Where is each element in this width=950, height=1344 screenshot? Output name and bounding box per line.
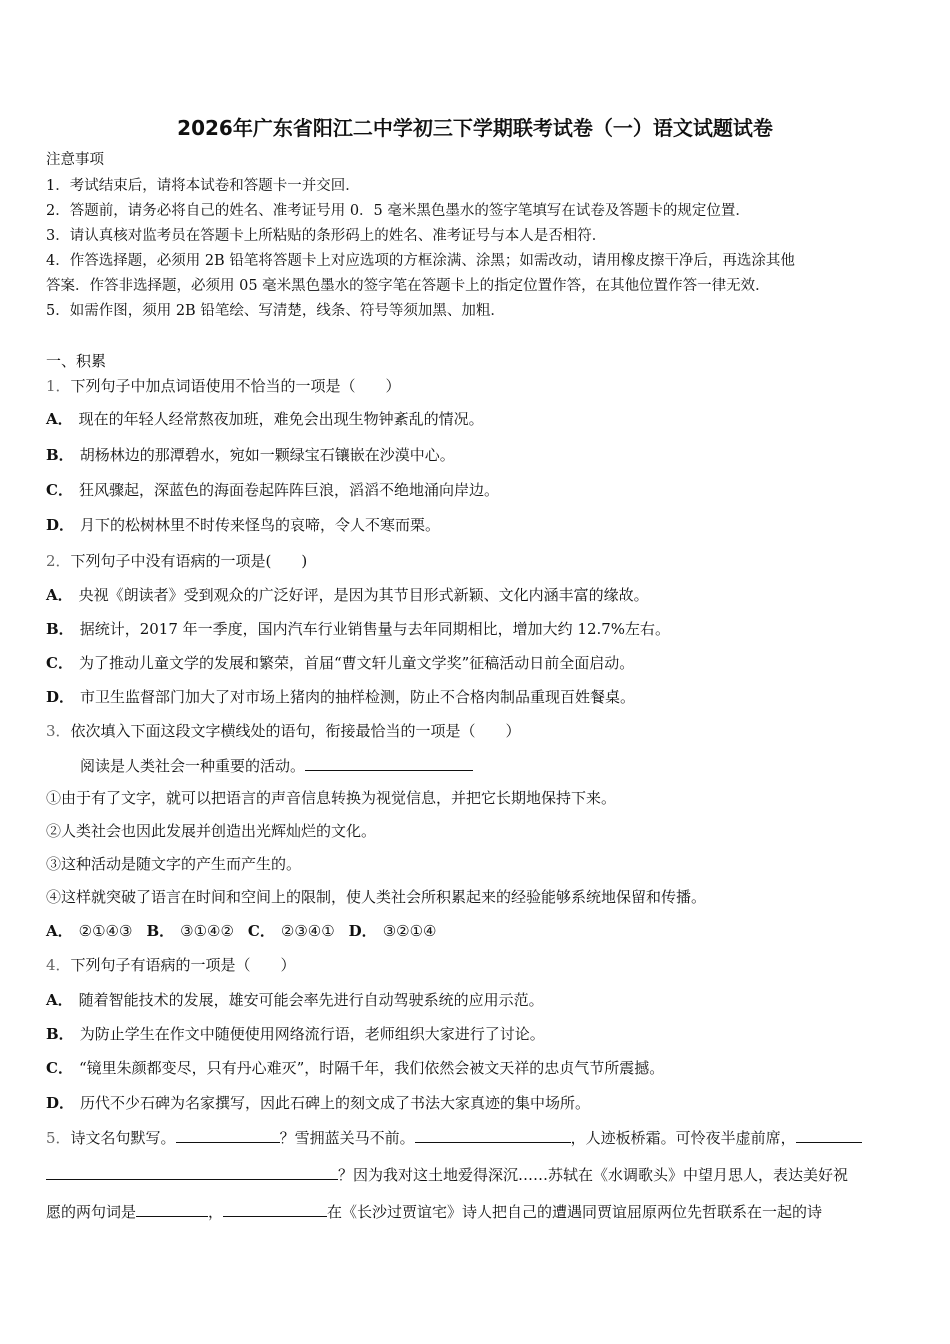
notice-item: 2．答题前，请务必将自己的姓名、准考证号用 0．5 毫米黑色墨水的签字笔填写在试卷及答题卡的规定位置． [46,203,750,219]
fill-blank [176,1127,280,1143]
option-label: D． [46,1094,75,1112]
option-text: ②①④③ [78,922,133,940]
question-number: 5． [46,1129,71,1147]
question-2 [46,551,307,571]
option-label: A． [46,991,73,1009]
q2-option-b [46,619,670,639]
q4-option-d [46,1093,590,1113]
passage-text: 阅读是人类社会一种重要的活动。 [80,757,306,775]
notice-item: 5．如需作图，须用 2B 铅笔绘、写清楚，线条、符号等须加黑、加粗． [46,303,505,319]
fill-blank [136,1201,208,1217]
q3-sentence: ②人类社会也因此发展并创造出光辉灿烂的文化。 [46,822,377,840]
option-label: B． [46,620,74,638]
q1-option-d [46,515,440,535]
option-text: 为了推动儿童文学的发展和繁荣，首届“曹文轩儿童文学奖”征稿活动日前全面启动。 [78,654,635,672]
question-number: 1． [46,377,71,395]
option-label: B． [46,1025,74,1043]
fill-blank [796,1127,862,1143]
option-label: B． [46,446,74,464]
q2-option-c [46,653,634,673]
option-text: ②③④① [280,922,335,940]
section-heading: 一、积累 [46,352,107,370]
option-label: C． [247,922,275,940]
option-text: 央视《朗读者》受到观众的广泛好评，是因为其节目形式新颖、文化内涵丰富的缘故。 [78,586,649,604]
option-text: 狂风骤起，深蓝色的海面卷起阵阵巨浪，滔滔不绝地涌向岸边。 [78,481,499,499]
option-label: C． [46,1059,73,1077]
q5-line-2 [46,1164,848,1185]
option-text: ③②①④ [382,922,437,940]
option-label: C． [46,654,73,672]
question-number: 3． [46,722,71,740]
question-number: 4． [46,956,71,974]
option-label: C． [46,481,73,499]
line-text: ，人迹板桥霜。可怜夜半虚前席， [570,1129,796,1147]
q2-option-a [46,585,649,605]
option-text: “镜里朱颜都变尽，只有丹心难灭”，时隔千年，我们依然会被文天祥的忠贞气节所震撼。 [78,1059,665,1077]
q3-sentence: ①由于有了文字，就可以把语言的声音信息转换为视觉信息，并把它长期地保持下来。 [46,789,617,807]
fill-blank [305,755,473,771]
fill-blank [46,1164,338,1180]
q3-choices [46,921,436,941]
option-label: D． [46,688,75,706]
line-text: 愿的两句词是 [46,1203,137,1221]
notice-heading: 注意事项 [46,152,104,168]
option-label: D． [348,922,377,940]
q1-option-a [46,409,484,429]
option-label: B． [146,922,175,940]
q3-sentence: ④这样就突破了语言在时间和空间上的限制，使人类社会所积累起来的经验能够系统地保留和传播。 [46,888,707,906]
q4-option-a [46,990,544,1010]
q2-option-d [46,687,635,707]
question-stem: 下列句子有语病的一项是（ ） [70,956,296,974]
notice-item: 答案．作答非选择题，必须用 05 毫米黑色墨水的签字笔在答题卡上的指定位置作答，在其他位置作答一律无效． [46,278,770,294]
line-text: 在《长沙过贾谊宅》诗人把自己的遭遇同贾谊屈原两位先哲联系在一起的诗 [327,1203,823,1221]
line-text: ？因为我对这土地爱得深沉……苏轼在《水调歌头》中望月思人，表达美好祝 [338,1166,849,1184]
question-5 [46,1127,862,1148]
q1-option-b [46,445,455,465]
option-text: 随着智能技术的发展，雄安可能会率先进行自动驾驶系统的应用示范。 [78,991,544,1009]
option-text: ③①④② [180,922,234,940]
option-text: 现在的年轻人经常熬夜加班，难免会出现生物钟紊乱的情况。 [78,410,484,428]
q3-sentence: ③这种活动是随文字的产生而产生的。 [46,855,302,873]
question-3 [46,721,521,741]
q4-option-c [46,1058,664,1078]
q1-option-c [46,480,499,500]
option-text: 为防止学生在作文中随便使用网络流行语，老师组织大家进行了讨论。 [79,1025,545,1043]
option-label: A． [46,586,73,604]
option-text: 历代不少石碑为名家撰写，因此石碑上的刻文成了书法大家真迹的集中场所。 [80,1094,591,1112]
option-text: 月下的松树林里不时传来怪鸟的哀啼，令人不寒而栗。 [80,516,441,534]
notice-item: 1．考试结束后，请将本试卷和答题卡一并交回． [46,178,360,194]
question-number: 2． [46,552,71,570]
question-stem: 下列句子中没有语病的一项是( ) [70,552,308,570]
option-text: 据统计，2017 年一季度，国内汽车行业销售量与去年同期相比，增加大约 12.7%左右。 [79,620,671,638]
option-label: D． [46,516,75,534]
question-1 [46,376,401,396]
line-text: ？雪拥蓝关马不前。 [279,1129,415,1147]
line-text: ， [208,1203,224,1221]
question-stem: 依次填入下面这段文字横线处的语句，衔接最恰当的一项是（ ） [70,722,521,740]
q3-passage [80,755,473,776]
question-4 [46,955,296,975]
q5-line-3 [46,1201,822,1222]
option-text: 胡杨林边的那潭碧水，宛如一颗绿宝石镶嵌在沙漠中心。 [79,446,455,464]
fill-blank [415,1127,571,1143]
notice-item: 4．作答选择题，必须用 2B 铅笔将答题卡上对应选项的方框涂满、涂黑；如需改动，请用橡皮擦干净后，再选涂其他 [46,253,795,269]
option-label: A． [46,922,73,940]
question-stem: 下列句子中加点词语使用不恰当的一项是（ ） [70,377,401,395]
notice-item: 3．请认真核对监考员在答题卡上所粘贴的条形码上的姓名、准考证号与本人是否相符． [46,228,607,244]
question-stem: 诗文名句默写。 [70,1129,176,1147]
option-text: 市卫生监督部门加大了对市场上猪肉的抽样检测，防止不合格肉制品重现百姓餐桌。 [80,688,636,706]
q4-option-b [46,1024,545,1044]
page-title: 2026年广东省阳江二中学初三下学期联考试卷（一）语文试题试卷 [177,116,773,140]
option-label: A． [46,410,73,428]
fill-blank [223,1201,327,1217]
